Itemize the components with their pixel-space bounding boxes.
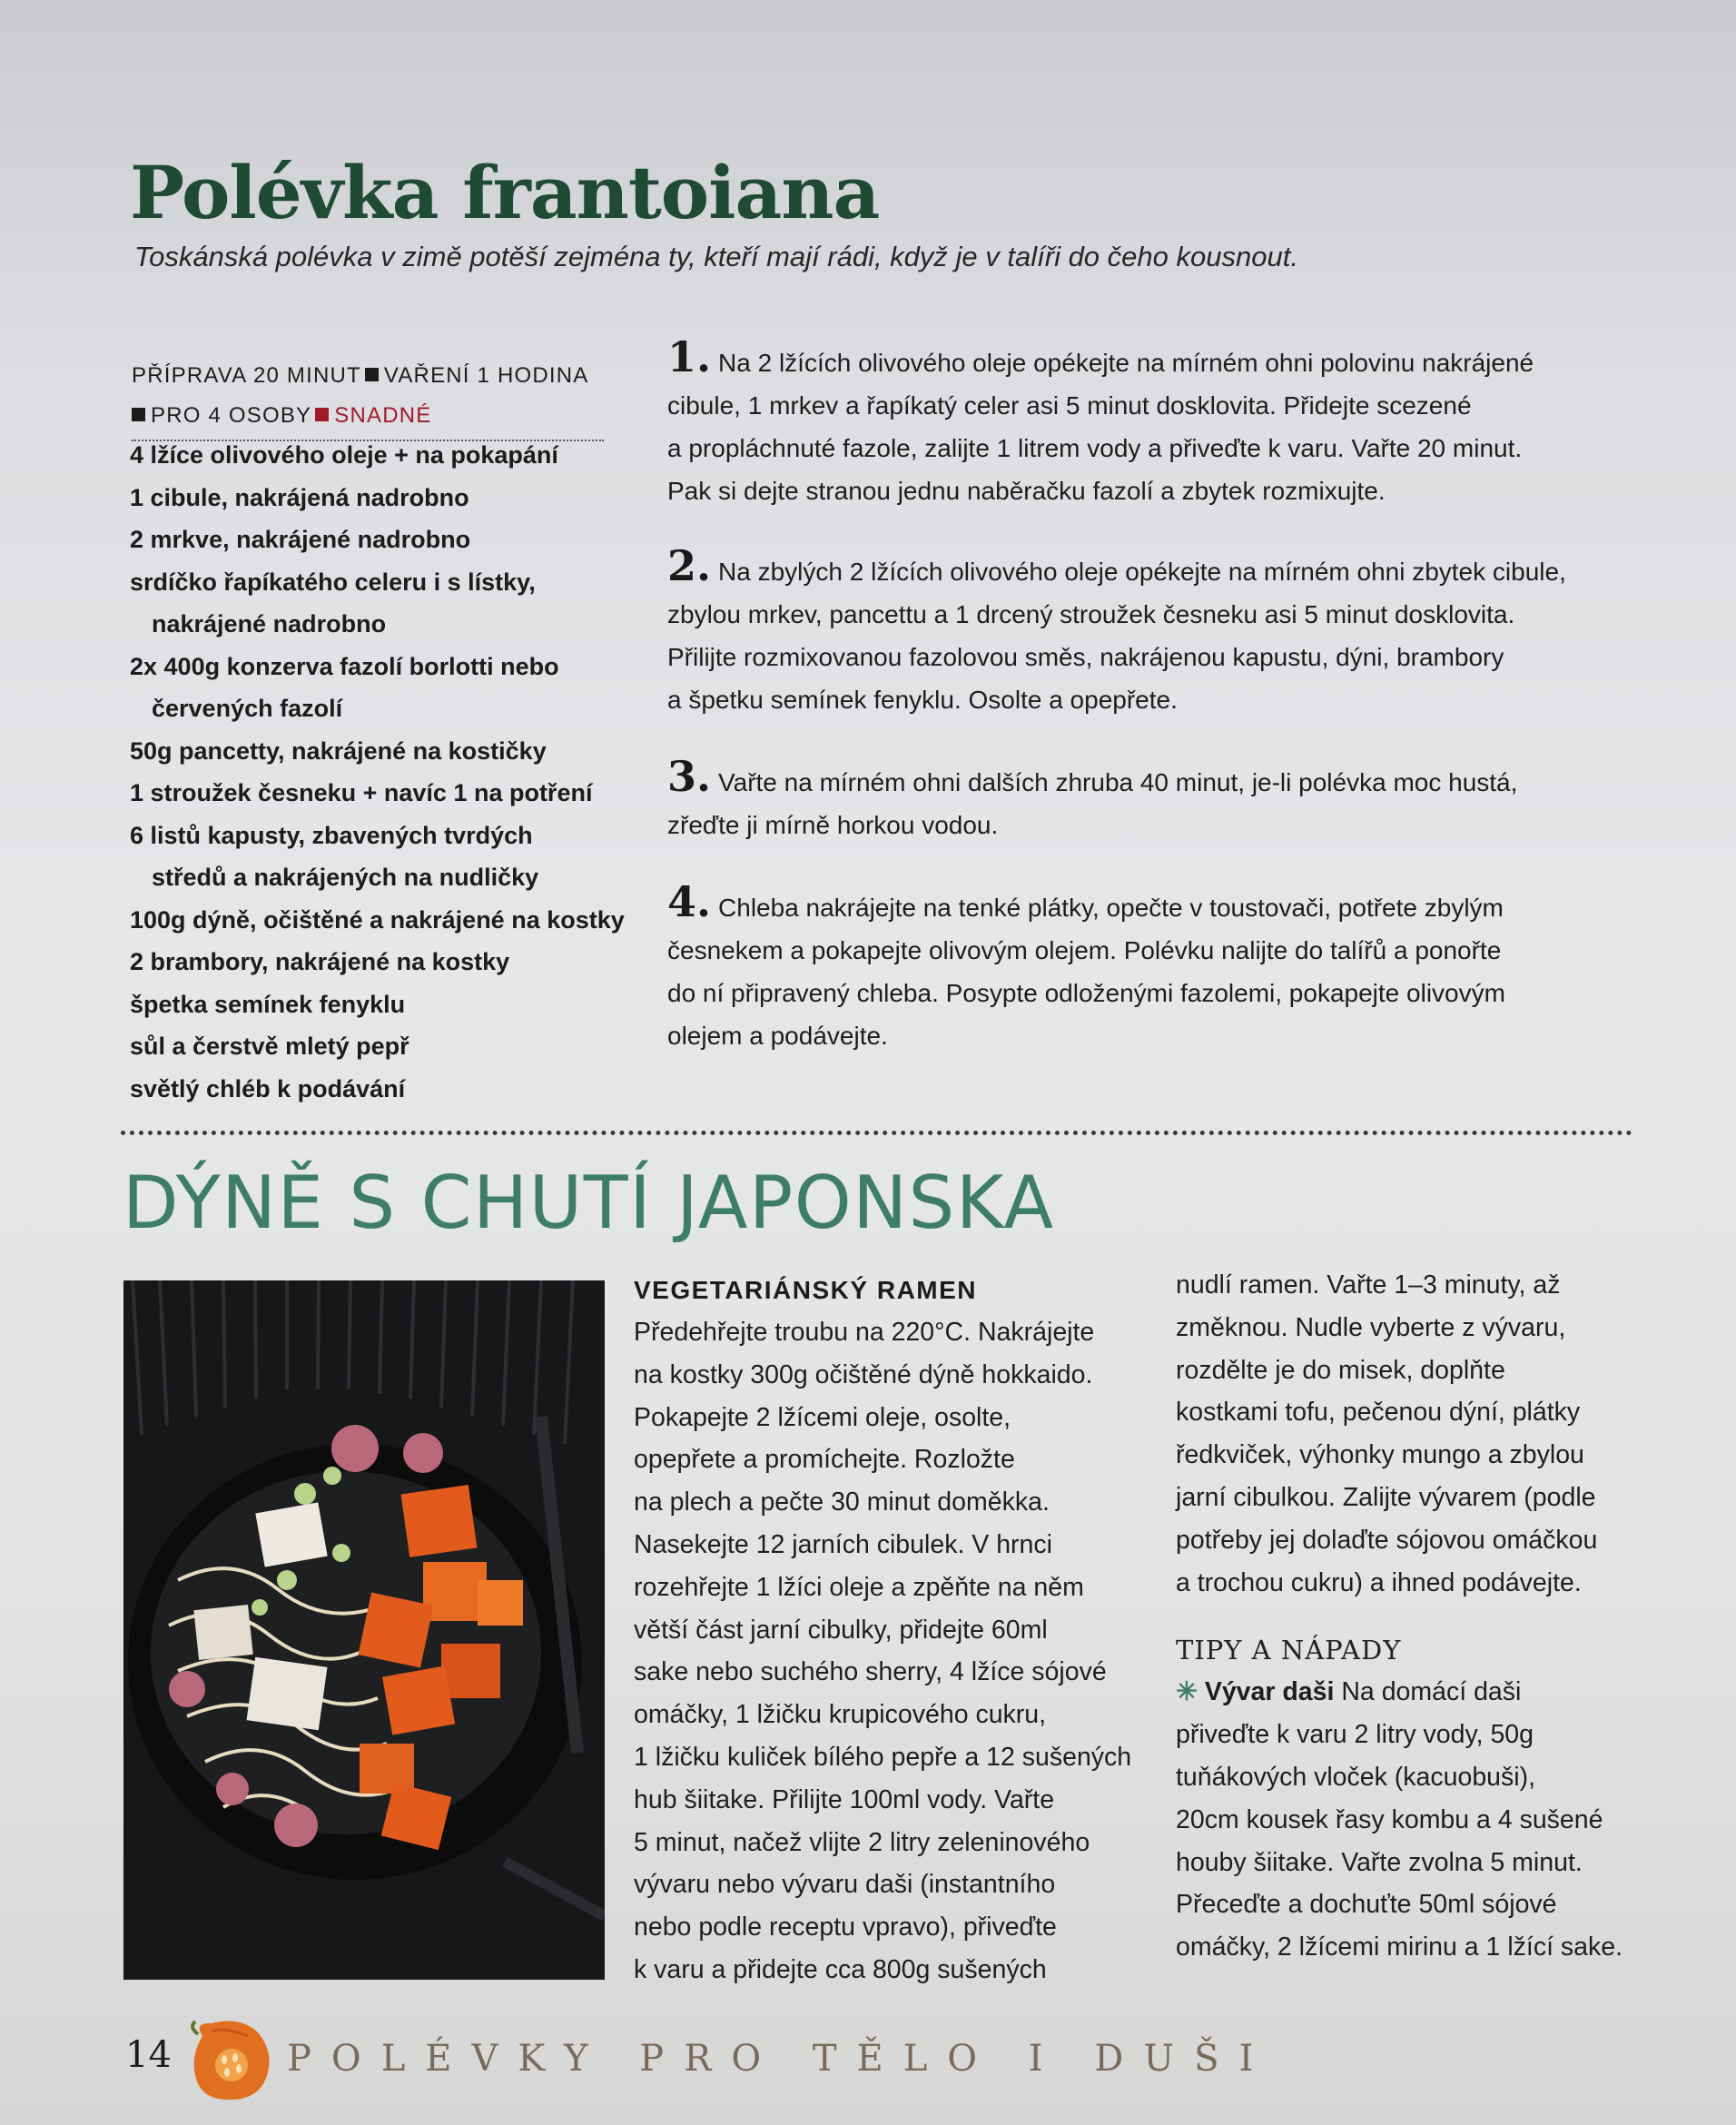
- step-text-line: do ní připravený chleba. Posypte odloženými fazolemi, pokapejte olivovým: [667, 979, 1505, 1007]
- ingredient-item: světlý chléb k podávání: [130, 1074, 406, 1102]
- servings: PRO 4 OSOBY: [151, 403, 312, 428]
- prep-time: PŘÍPRAVA 20 MINUT: [132, 363, 361, 388]
- recipe-title: Polévka frantoiana: [130, 150, 880, 235]
- text-line: rozdělte je do misek, doplňte: [1176, 1355, 1505, 1385]
- asterisk-bullet-icon: ✳: [1176, 1677, 1198, 1707]
- text-line: hub šiitake. Přilijte 100ml vody. Vařte: [634, 1784, 1055, 1814]
- step-text-line: olejem a podávejte.: [667, 1022, 888, 1050]
- ingredient-continuation: červených fazolí: [152, 695, 343, 722]
- step-number: 3.: [667, 752, 712, 801]
- text-line: k varu a přidejte cca 800g sušených: [634, 1954, 1047, 1984]
- ingredient-item: 2 mrkve, nakrájené nadrobno: [130, 526, 471, 553]
- tips-first-line: [1176, 1671, 1666, 1714]
- step: [667, 752, 1518, 846]
- tip-title: Vývar daši: [1204, 1677, 1335, 1707]
- ramen-column-left: [634, 1270, 1160, 1992]
- step: [667, 541, 1566, 721]
- red-square-bullet-icon: [315, 408, 329, 421]
- meta-line-time: [132, 356, 604, 396]
- ingredient-item: 1 cibule, nakrájená nadrobno: [130, 483, 469, 511]
- cook-time: VAŘENÍ 1 HODINA: [383, 363, 589, 388]
- step-text-line: Chleba nakrájejte na tenké plátky, opečte v toustovači, potřete zbylým: [718, 894, 1504, 922]
- text-line: rozehřejte 1 lžíci oleje a zpěňte na něm: [634, 1572, 1084, 1602]
- ingredient-text: 6 listů kapusty, zbavených tvrdých: [130, 821, 533, 849]
- text-line: Přeceďte a dochuťte 50ml sójové: [1176, 1890, 1557, 1920]
- ramen-method-text-cont: [1176, 1264, 1666, 1604]
- step-text-line: a špetku semínek fenyklu. Osolte a opepřete.: [667, 686, 1178, 714]
- pumpkin-icon: [184, 2018, 275, 2101]
- ingredient-text: srdíčko řapíkatého celeru i s lístky,: [130, 568, 536, 596]
- tips-text: [1176, 1671, 1666, 1969]
- step-text-line: cibule, 1 mrkev a řapíkatý celer asi 5 minut dosklovita. Přidejte scezené: [667, 391, 1472, 420]
- text-line: změknou. Nudle vyberte z vývaru,: [1176, 1312, 1566, 1342]
- recipe-meta: [132, 356, 604, 441]
- text-line: na kostky 300g očištěné dýně hokkaido.: [634, 1359, 1093, 1389]
- ramen-method-text: [634, 1311, 1160, 1992]
- page-number: 14: [125, 2034, 172, 2076]
- square-bullet-icon: [132, 408, 145, 421]
- step: [667, 877, 1505, 1057]
- running-title: POLÉVKY PRO TĚLO I DUŠI: [287, 2038, 1274, 2080]
- square-bullet-icon: [365, 368, 379, 381]
- step-text-line: Přilijte rozmixovanou fazolovou směs, nakrájenou kapustu, dýni, brambory: [667, 643, 1504, 671]
- ingredient-item: [130, 815, 638, 899]
- text-line: nudlí ramen. Vařte 1–3 minuty, až: [1176, 1270, 1561, 1300]
- step-text-line: Na zbylých 2 lžících olivového oleje opékejte na mírném ohni zbytek cibule,: [718, 558, 1566, 586]
- text-line: 20cm kousek řasy kombu a 4 sušené: [1176, 1804, 1603, 1834]
- text-line: 5 minut, načež vlijte 2 litry zeleninového: [634, 1827, 1090, 1857]
- ingredient-item: špetka semínek fenyklu: [130, 990, 406, 1018]
- ramen-heading: VEGETARIÁNSKÝ RAMEN: [634, 1276, 978, 1304]
- text-line: nebo podle receptu vpravo), přiveďte: [634, 1912, 1057, 1942]
- ingredient-item: [130, 646, 638, 730]
- page-footer: [125, 2018, 1578, 2100]
- tip-text-lines: [1176, 1714, 1666, 1969]
- step-text-line: zbylou mrkev, pancettu a 1 drcený stroužek česneku asi 5 minut dosklovita.: [667, 600, 1515, 628]
- difficulty-label: SNADNÉ: [334, 403, 432, 428]
- step-text-line: česnekem a pokapejte olivovým olejem. Polévku nalijte do talířů a ponořte: [667, 936, 1502, 964]
- step: [667, 332, 1534, 512]
- ingredient-item: 1 stroužek česneku + navíc 1 na potření: [130, 779, 593, 806]
- recipe-subtitle: Toskánská polévka v zimě potěší zejména ty, kteří mají rádi, když je v talíři do čeho kousnout.: [134, 241, 1298, 272]
- section-divider: [121, 1131, 1632, 1135]
- text-line: omáčky, 1 lžičku krupicového cukru,: [634, 1700, 1047, 1730]
- text-line: opepřete a promíchejte. Rozložte: [634, 1445, 1015, 1475]
- text-line: ředkviček, výhonky mungo a zbylou: [1176, 1440, 1584, 1470]
- text-line: vývaru nebo vývaru daši (instantního: [634, 1870, 1056, 1900]
- text-line: 1 lžičku kuliček bílého pepře a 12 sušených: [634, 1742, 1132, 1772]
- text-line: tuňákových vloček (kacuobuši),: [1176, 1762, 1536, 1792]
- text-line: a trochou cukru) a ihned podávejte.: [1176, 1567, 1582, 1597]
- step-text-line: a propláchnuté fazole, zalijte 1 litrem vody a přiveďte k varu. Vařte 20 minut.: [667, 434, 1523, 462]
- step-text-line: Pak si dejte stranou jednu naběračku fazolí a zbytek rozmixujte.: [667, 477, 1386, 505]
- step-text-line: zřeďte ji mírně horkou vodou.: [667, 811, 999, 839]
- text-line: houby šiitake. Vařte zvolna 5 minut.: [1176, 1847, 1583, 1877]
- section-title: DÝNĚ S CHUTÍ JAPONSKA: [123, 1161, 1055, 1245]
- text-line: Pokapejte 2 lžícemi oleje, osolte,: [634, 1402, 1011, 1432]
- text-line: potřeby jej dolaďte sójovou omáčkou: [1176, 1525, 1598, 1555]
- meta-line-serves: [132, 396, 604, 436]
- text-line: Nasekejte 12 jarních cibulek. V hrnci: [634, 1529, 1052, 1559]
- step-number: 1.: [667, 332, 712, 381]
- tips-heading: TIPY A NÁPADY: [1176, 1635, 1402, 1666]
- text-line: jarní cibulkou. Zalijte vývarem (podle: [1176, 1482, 1596, 1512]
- ingredient-item: 4 lžíce olivového oleje + na pokapání: [130, 441, 558, 469]
- ingredient-item: 50g pancetty, nakrájené na kostičky: [130, 736, 547, 765]
- ramen-photo: [123, 1280, 605, 1980]
- step-number: 4.: [667, 877, 712, 926]
- ramen-column-right: [1176, 1264, 1666, 1969]
- step-number: 2.: [667, 541, 712, 590]
- text-line: omáčky, 2 lžícemi mirinu a 1 lžící sake.: [1176, 1932, 1623, 1962]
- step-text-line: Na 2 lžících olivového oleje opékejte na mírném ohni polovinu nakrájené: [718, 349, 1534, 377]
- text-line: kostkami tofu, pečenou dýní, plátky: [1176, 1398, 1581, 1428]
- tip-text-start: Na domácí daši: [1341, 1677, 1522, 1707]
- text-line: sake nebo suchého sherry, 4 lžíce sójové: [634, 1657, 1107, 1687]
- ingredient-item: sůl a čerstvě mletý pepř: [130, 1033, 409, 1060]
- ingredient-list: [130, 434, 638, 1110]
- text-line: přiveďte k varu 2 litry vody, 50g: [1176, 1720, 1534, 1750]
- text-line: větší část jarní cibulky, přidejte 60ml: [634, 1615, 1048, 1645]
- ingredient-text: 2x 400g konzerva fazolí borlotti nebo: [130, 652, 559, 680]
- ingredient-item: [130, 561, 638, 646]
- ingredient-continuation: středů a nakrájených na nudličky: [152, 864, 539, 891]
- step-text-line: Vařte na mírném ohni dalších zhruba 40 minut, je-li polévka moc hustá,: [718, 768, 1518, 796]
- ingredient-item: 100g dýně, očištěné a nakrájené na kostky: [130, 905, 625, 934]
- ingredient-item: 2 brambory, nakrájené na kostky: [130, 948, 510, 975]
- text-line: na plech a pečte 30 minut doměkka.: [634, 1488, 1050, 1517]
- ingredient-continuation: nakrájené nadrobno: [152, 610, 387, 638]
- text-line: Předehřejte troubu na 220°C. Nakrájejte: [634, 1318, 1095, 1347]
